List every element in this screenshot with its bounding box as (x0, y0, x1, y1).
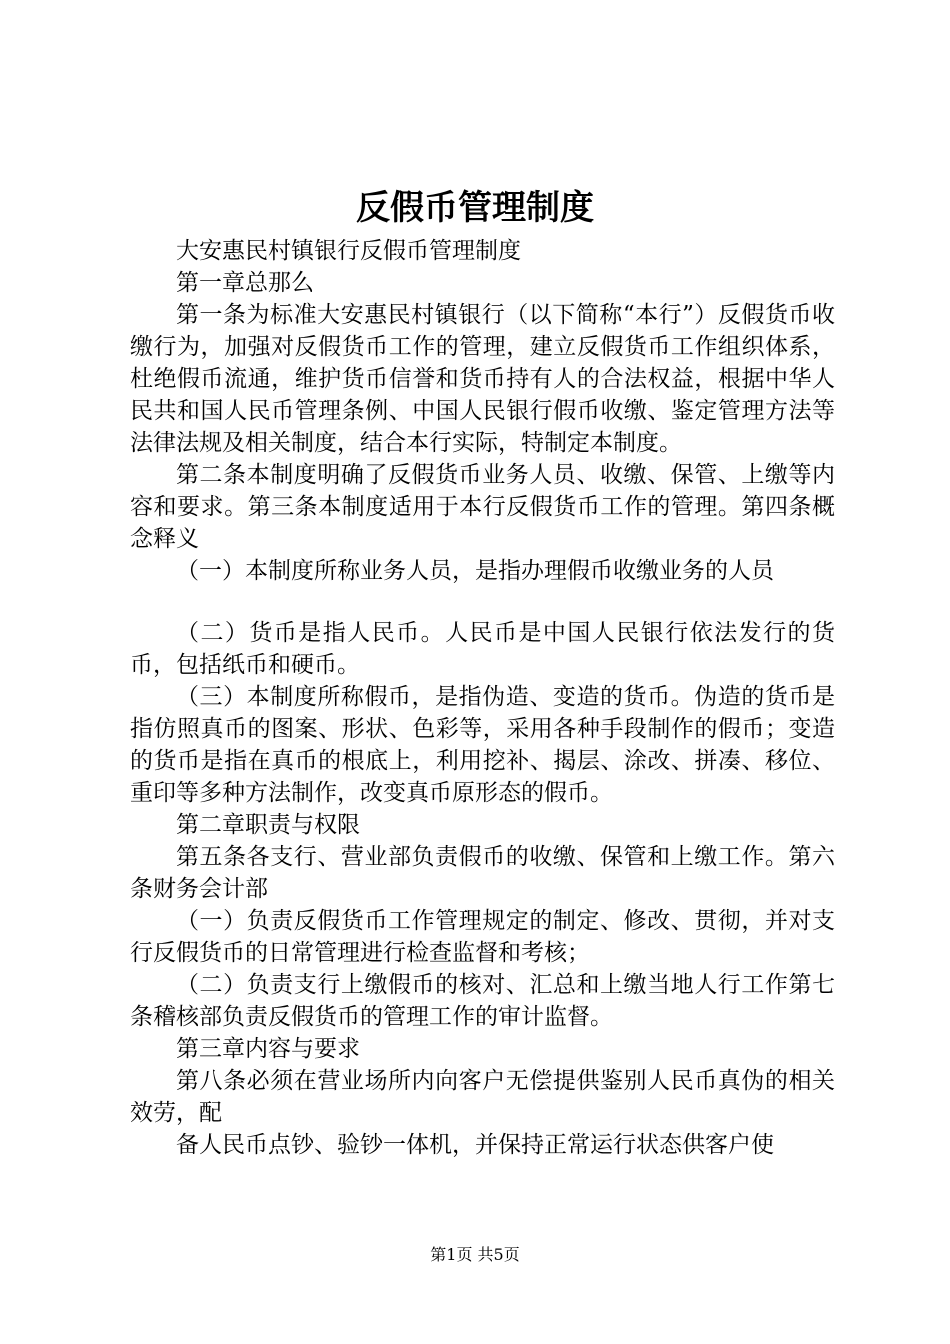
article-8-continued-paragraph: 备人民币点钞、验钞一体机，并保持正常运行状态供客户使 (176, 1132, 774, 1158)
articles-2-4-paragraph: 第二条本制度明确了反假货币业务人员、收缴、保管、上缴等内容和要求。第三条本制度适用于本行反假货币工作的管理。第四条概念释义 (130, 462, 835, 552)
articles-5-6-paragraph: 第五条各支行、营业部负责假币的收缴、保管和上缴工作。第六条财务会计部 (130, 844, 835, 902)
page-number-footer: 第1页 共5页 (430, 1245, 520, 1264)
chapter-heading-3: 第三章内容与要求 (176, 1036, 360, 1062)
finance-duty-item-2: （二）负责支行上缴假币的核对、汇总和上缴当地人行工作第七条稽核部负责反假货币的管理工作的审计监督。 (130, 972, 835, 1030)
article-8-paragraph: 第八条必须在营业场所内向客户无偿提供鉴别人民币真伪的相关效劳，配 (130, 1068, 835, 1126)
chapter-heading-2: 第二章职责与权限 (176, 812, 360, 838)
article-1-paragraph: 第一条为标准大安惠民村镇银行（以下简称“本行”）反假货币收缴行为，加强对反假货币工作的管理，建立反假货币工作组织体系，杜绝假币流通，维护货币信誉和货币持有人的合法权益，根据中华人民共和国人民币管理条例、中国人民银行假币收缴、鉴定管理方法等法律法规及相关制度，结合本行实际，特制定本制度。 (130, 302, 835, 456)
definition-item-1: （一）本制度所称业务人员，是指办理假币收缴业务的人员 (176, 558, 774, 584)
definition-item-3: （三）本制度所称假币，是指伪造、变造的货币。伪造的货币是指仿照真币的图案、形状、色彩等，采用各种手段制作的假币；变造的货币是指在真币的根底上，利用挖补、揭层、涂改、拼凑、移位、重印等多种方法制作，改变真币原形态的假币。 (130, 684, 835, 806)
document-title: 反假币管理制度 (356, 188, 594, 228)
chapter-heading-1: 第一章总那么 (176, 270, 314, 296)
blank-line-gap (130, 587, 835, 617)
finance-duty-item-1: （一）负责反假货币工作管理规定的制定、修改、贯彻，并对支行反假货币的日常管理进行检查监督和考核； (130, 908, 835, 966)
paragraph-bank-policy-name: 大安惠民村镇银行反假币管理制度 (176, 238, 521, 264)
definition-item-2: （二）货币是指人民币。人民币是中国人民银行依法发行的货币，包括纸币和硬币。 (130, 620, 835, 678)
document-body (130, 235, 835, 1161)
